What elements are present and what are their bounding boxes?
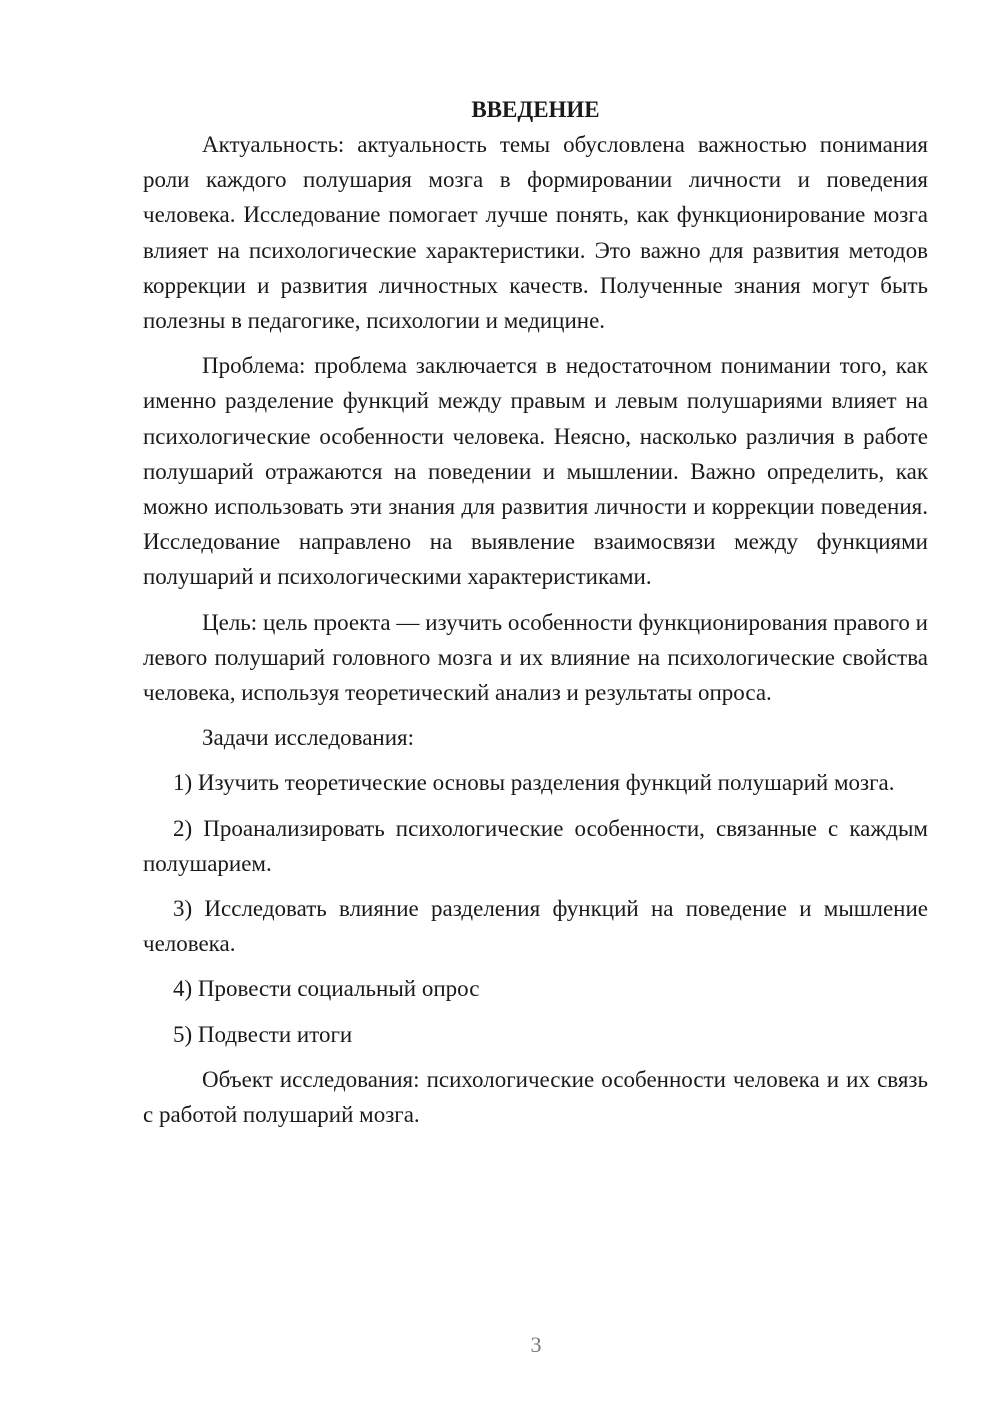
document-page: [143, 92, 928, 1132]
section-heading: ВВЕДЕНИЕ: [471, 97, 600, 122]
task-item-2: 2) Проанализировать психологические особенности, связанные с каждым полушарием.: [143, 815, 928, 876]
problem-paragraph: Проблема: проблема заключается в недостаточном понимании того, как именно разделение функций между правым и левым полушариями влияет на психологические особенности человека. Неясно, насколько различия в работе полушарий отражаются на поведении и мышлении. Важно определить, как можно использовать эти знания для развития личности и коррекции поведения. Исследование направлено на выявление взаимосвязи между функциями полушарий и психологическими характеристиками.: [143, 353, 928, 590]
task-item-5: 5) Подвести итоги: [173, 1021, 353, 1047]
task-item-1: 1) Изучить теоретические основы разделения функций полушарий мозга.: [173, 770, 895, 796]
relevance-paragraph: Актуальность: актуальность темы обусловлена важностью понимания роли каждого полушария мозга в формировании личности и поведения человека. Исследование помогает лучше понять, как функционирование мозга влияет на психологические характеристики. Это важно для развития методов коррекции и развития личностных качеств. Полученные знания могут быть полезны в педагогике, психологии и медицине.: [143, 132, 928, 334]
page-number: 3: [530, 1332, 542, 1357]
tasks-title: Задачи исследования:: [202, 725, 415, 751]
object-paragraph: Объект исследования: психологические особенности человека и их связь с работой полушарий мозга.: [143, 1066, 928, 1128]
task-item-3: 3) Исследовать влияние разделения функций на поведение и мышление человека.: [143, 896, 928, 957]
goal-paragraph: Цель: цель проекта — изучить особенности функционирования правого и левого полушарий головного мозга и их влияние на психологические свойства человека, используя теоретический анализ и результаты опроса.: [143, 609, 928, 706]
task-item-4: 4) Провести социальный опрос: [173, 976, 480, 1002]
